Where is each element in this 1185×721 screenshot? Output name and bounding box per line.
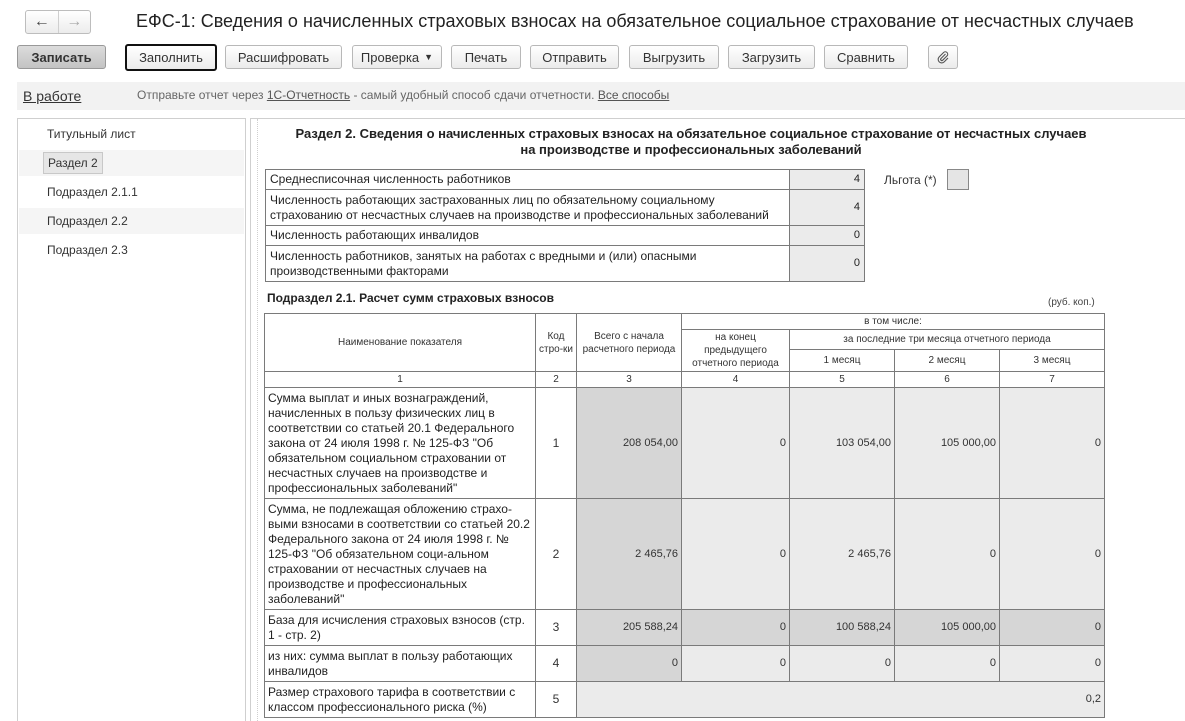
contributions-table — [264, 313, 1105, 718]
check-button-label: Проверка — [360, 49, 420, 65]
column-number: 1 — [265, 372, 536, 388]
header-m2: 2 месяц — [895, 350, 1000, 372]
value-cell[interactable]: 0 — [790, 646, 895, 682]
summary-label: Среднесписочная численность работников — [266, 170, 790, 190]
summary-label: Численность работающих инвалидов — [266, 226, 790, 246]
column-number: 7 — [1000, 372, 1105, 388]
row-name: База для исчисления страховых взносов (стр. 1 - стр. 2) — [265, 610, 536, 646]
table-row — [266, 190, 865, 226]
value-cell[interactable]: 0 — [682, 499, 790, 610]
value-cell[interactable]: 0 — [895, 646, 1000, 682]
arrow-left-icon: ← — [33, 13, 50, 30]
subsection-title: Подраздел 2.1. Расчет сумм страховых взносов — [267, 291, 555, 305]
back-button[interactable] — [26, 11, 58, 33]
header-total: Всего с начала расчетного периода — [577, 314, 682, 372]
row-code: 1 — [536, 388, 577, 499]
value-cell[interactable]: 2 465,76 — [577, 499, 682, 610]
paperclip-icon — [936, 50, 950, 64]
summary-value[interactable]: 4 — [790, 190, 865, 226]
decode-button[interactable]: Расшифровать — [225, 45, 342, 69]
value-cell: 205 588,24 — [577, 610, 682, 646]
status-text-after: - самый удобный способ сдачи отчетности. — [353, 88, 595, 102]
summary-value[interactable]: 4 — [790, 170, 865, 190]
value-cell[interactable]: 103 054,00 — [790, 388, 895, 499]
compare-button[interactable]: Сравнить — [824, 45, 908, 69]
all-methods-link[interactable]: Все способы — [597, 88, 670, 102]
sidebar-item-label: Раздел 2 — [43, 152, 103, 174]
value-cell[interactable]: 0 — [577, 646, 682, 682]
status-text-before: Отправьте отчет через — [137, 88, 264, 102]
tariff-rate-cell[interactable]: 0,2 — [577, 682, 1105, 718]
row-name: Сумма выплат и иных вознаграждений, начисленных в пользу физических лиц в соответствии со статьей 20.1 Федерального закона от 24 июля 1998 г. № 125-ФЗ "Об обязательном социальном страховании от несчастных случаев на производстве и профессиональных заболеваний" — [265, 388, 536, 499]
check-dropdown-button[interactable] — [352, 45, 442, 69]
sidebar-item-subsection-2-1-1[interactable]: Подраздел 2.1.1 — [47, 185, 138, 199]
header-row — [265, 314, 1105, 330]
value-cell[interactable]: 0 — [1000, 646, 1105, 682]
fill-button[interactable]: Заполнить — [125, 44, 217, 71]
value-cell[interactable]: 0 — [682, 388, 790, 499]
attach-button[interactable] — [928, 45, 958, 69]
row-code: 4 — [536, 646, 577, 682]
summary-value[interactable]: 0 — [790, 226, 865, 246]
table-row — [266, 246, 865, 282]
row-name: из них: сумма выплат в пользу работающих инвалидов — [265, 646, 536, 682]
column-number: 5 — [790, 372, 895, 388]
column-number-row — [265, 372, 1105, 388]
table-row — [265, 388, 1105, 499]
page-title: ЕФС-1: Сведения о начисленных страховых взносах на обязательное социальное страхование от несчастных случаев — [136, 11, 1134, 31]
units-label: (руб. коп.) — [1048, 297, 1095, 308]
column-number: 6 — [895, 372, 1000, 388]
header-including: в том числе: — [682, 314, 1105, 330]
forward-button[interactable] — [58, 11, 91, 33]
table-row — [265, 646, 1105, 682]
value-cell[interactable]: 0 — [1000, 499, 1105, 610]
row-name: Размер страхового тарифа в соответствии с классом профессионального риска (%) — [265, 682, 536, 718]
section-title: Раздел 2. Сведения о начисленных страховых взносах на обязательное социальное страхование от несчастных случаев на производстве и профессиональных заболеваний — [295, 126, 1087, 157]
summary-value[interactable]: 0 — [790, 246, 865, 282]
value-cell[interactable]: 105 000,00 — [895, 388, 1000, 499]
value-cell[interactable]: 0 — [1000, 388, 1105, 499]
history-navigation — [25, 10, 91, 34]
value-cell: 105 000,00 — [895, 610, 1000, 646]
row-code: 5 — [536, 682, 577, 718]
header-m1: 1 месяц — [790, 350, 895, 372]
export-button[interactable]: Выгрузить — [629, 45, 719, 69]
row-code: 2 — [536, 499, 577, 610]
sidebar-item-title-page[interactable]: Титульный лист — [47, 127, 136, 141]
header-last3: за последние три месяца отчетного периода — [790, 330, 1105, 350]
report-status-link[interactable]: В работе — [23, 88, 82, 104]
import-button[interactable]: Загрузить — [728, 45, 815, 69]
sidebar-item-section-2[interactable] — [19, 150, 244, 176]
service-link[interactable]: 1С-Отчетность — [266, 88, 351, 102]
report-form — [250, 118, 1185, 721]
status-message — [137, 88, 669, 102]
value-cell[interactable]: 208 054,00 — [577, 388, 682, 499]
column-number: 4 — [682, 372, 790, 388]
sidebar-item-subsection-2-2[interactable]: Подраздел 2.2 — [19, 208, 244, 234]
table-row — [266, 226, 865, 246]
sidebar-item-subsection-2-3[interactable]: Подраздел 2.3 — [47, 243, 128, 257]
benefit-label: Льгота (*) — [884, 173, 937, 187]
table-row — [265, 610, 1105, 646]
summary-table — [265, 169, 865, 282]
print-button[interactable]: Печать — [451, 45, 521, 69]
table-row — [265, 682, 1105, 718]
value-cell: 0 — [682, 610, 790, 646]
value-cell: 100 588,24 — [790, 610, 895, 646]
header-name: Наименование показателя — [265, 314, 536, 372]
value-cell: 0 — [1000, 610, 1105, 646]
value-cell[interactable]: 0 — [682, 646, 790, 682]
status-bar — [17, 82, 1185, 110]
row-name: Сумма, не подлежащая обложению страхо-выми взносами в соответствии со статьей 20.2 Федерального закона от 24 июля 1998 г. № 125-ФЗ "Об обязательном соци-альном страховании от несчастных случаев на производстве и профессиональных заболеваний" — [265, 499, 536, 610]
value-cell[interactable]: 2 465,76 — [790, 499, 895, 610]
chevron-down-icon: ▼ — [424, 52, 434, 62]
table-row — [265, 499, 1105, 610]
form-margin-line — [257, 119, 258, 721]
send-button[interactable]: Отправить — [530, 45, 619, 69]
summary-label: Численность работников, занятых на работах с вредными и (или) опасными производственными факторами — [266, 246, 790, 282]
header-prev-end: на конец предыдущего отчетного периода — [682, 330, 790, 372]
value-cell[interactable]: 0 — [895, 499, 1000, 610]
arrow-right-icon: → — [66, 13, 83, 30]
column-number: 2 — [536, 372, 577, 388]
benefit-field[interactable] — [947, 169, 969, 190]
summary-label: Численность работающих застрахованных лиц по обязательному социальному страхованию от несчастных случаев на производстве и профессиональных заболеваний — [266, 190, 790, 226]
column-number: 3 — [577, 372, 682, 388]
row-code: 3 — [536, 610, 577, 646]
header-m3: 3 месяц — [1000, 350, 1105, 372]
save-button[interactable]: Записать — [17, 45, 106, 69]
sections-sidebar — [17, 118, 246, 721]
table-row — [266, 170, 865, 190]
header-code: Код стро-ки — [536, 314, 577, 372]
